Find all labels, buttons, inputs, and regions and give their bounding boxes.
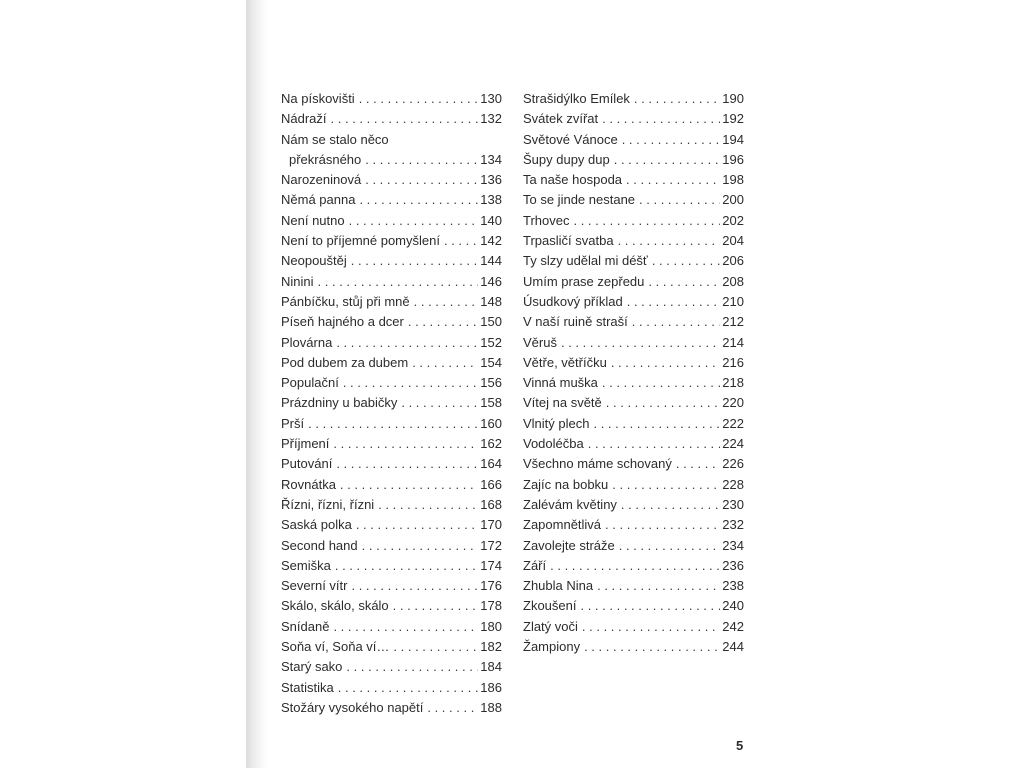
toc-dot-leader <box>676 454 720 474</box>
toc-entry <box>523 211 744 231</box>
toc-entry-title: Nádraží <box>281 111 327 127</box>
toc-entry <box>281 150 502 170</box>
toc-entry-title: Neopouštěj <box>281 253 347 269</box>
toc-entry-title: Prší <box>281 415 305 431</box>
toc-entry-page-number: 130 <box>480 91 502 106</box>
toc-entry-title: Šupy dupy dup <box>523 151 610 167</box>
toc-entry-page-number: 234 <box>722 537 744 553</box>
toc-entry-page-number: 144 <box>480 253 502 269</box>
toc-entry <box>281 414 502 434</box>
toc-entry-title: Úsudkový příklad <box>523 293 623 309</box>
toc-entry-title: V naší ruině straší <box>523 314 628 330</box>
toc-entry-page-number: 180 <box>480 618 502 634</box>
toc-dot-leader <box>335 556 478 576</box>
toc-entry-title: Zavolejte stráže <box>523 537 615 553</box>
toc-dot-leader <box>340 475 478 495</box>
toc-entry-title: Svátek zvířat <box>523 111 599 127</box>
toc-entry-title: Semiška <box>281 557 331 573</box>
toc-entry-page-number: 176 <box>480 578 502 594</box>
toc-entry-title: Prázdniny u babičky <box>281 395 398 411</box>
toc-dot-leader <box>343 373 478 393</box>
toc-entry <box>281 536 502 556</box>
toc-entry-page-number: 226 <box>722 456 744 472</box>
toc-entry-page-number: 172 <box>480 537 502 553</box>
toc-entry <box>281 353 502 373</box>
toc-dot-leader <box>359 190 478 210</box>
toc-entry-title: Skálo, skálo, skálo <box>281 598 389 614</box>
toc-entry-page-number: 184 <box>480 659 502 675</box>
toc-entry-title: Plovárna <box>281 334 333 350</box>
toc-entry <box>281 211 502 231</box>
toc-entry-page-number: 224 <box>722 436 744 452</box>
toc-entry-title: Píseň hajného a dcer <box>281 314 404 330</box>
toc-entry-page-number: 164 <box>480 456 502 472</box>
toc-entry-page-number: 216 <box>722 354 744 370</box>
toc-dot-leader <box>593 414 720 434</box>
toc-entry-title: Řízni, řízni, řízni <box>281 496 375 512</box>
toc-entry <box>281 454 502 474</box>
toc-entry-title: Vítej na světě <box>523 395 602 411</box>
toc-entry-page-number: 190 <box>722 91 744 106</box>
toc-entry <box>523 536 744 556</box>
toc-dot-leader <box>621 495 720 515</box>
toc-dot-leader <box>331 109 478 129</box>
toc-entry <box>281 272 502 292</box>
toc-entry-page-number: 138 <box>480 192 502 208</box>
toc-entry-page-number: 152 <box>480 334 502 350</box>
toc-dot-leader <box>338 678 478 698</box>
toc-entry <box>281 495 502 515</box>
toc-entry <box>523 89 744 109</box>
toc-entry <box>523 312 744 332</box>
toc-entry <box>281 333 502 353</box>
toc-entry <box>281 434 502 454</box>
toc-entry-page-number: 136 <box>480 172 502 188</box>
toc-dot-leader <box>318 272 478 292</box>
toc-dot-leader <box>622 130 720 150</box>
toc-dot-leader <box>351 576 478 596</box>
toc-entry-title: To se jinde nestane <box>523 192 636 208</box>
toc-entry <box>523 495 744 515</box>
toc-entry <box>281 312 502 332</box>
toc-entry <box>281 475 502 495</box>
toc-dot-leader <box>627 292 720 312</box>
toc-dot-leader <box>362 536 478 556</box>
toc-entry <box>523 596 744 616</box>
toc-entry-page-number: 186 <box>480 679 502 695</box>
toc-entry <box>523 434 744 454</box>
toc-entry <box>281 231 502 251</box>
toc-entry-title: Na pískovišti <box>281 91 355 106</box>
toc-entry-title: Všechno máme schovaný <box>523 456 672 472</box>
toc-entry <box>523 393 744 413</box>
toc-entry <box>281 637 502 657</box>
toc-dot-leader <box>582 617 720 637</box>
book-spine-shadow <box>246 0 268 768</box>
toc-entry-title: Zapomnětlivá <box>523 517 602 533</box>
toc-entry-page-number: 194 <box>722 131 744 147</box>
toc-entry-title: Stožáry vysokého napětí <box>281 699 424 715</box>
toc-dot-leader <box>444 231 478 251</box>
toc-entry-title: Starý sako <box>281 659 343 675</box>
toc-entry-title: Narozeninová <box>281 172 362 188</box>
toc-entry-title: Větře, větříčku <box>523 354 607 370</box>
toc-entry-page-number: 162 <box>480 436 502 452</box>
toc-entry-title-line: Nám se stalo něco <box>281 131 389 147</box>
toc-entry-page-number: 220 <box>722 395 744 411</box>
toc-entry-title: Ta naše hospoda <box>523 172 623 188</box>
toc-entry <box>281 617 502 637</box>
toc-entry-page-number: 212 <box>722 314 744 330</box>
toc-entry <box>523 556 744 576</box>
toc-entry-title: Severní vítr <box>281 578 348 594</box>
toc-entry <box>523 353 744 373</box>
toc-entry-page-number: 200 <box>722 192 744 208</box>
toc-entry-title: Umím prase zepředu <box>523 273 645 289</box>
toc-entry-page-number: 166 <box>480 476 502 492</box>
toc-entry <box>523 150 744 170</box>
toc-entry-title: Vinná muška <box>523 375 598 391</box>
toc-dot-leader <box>606 393 720 413</box>
toc-entry-title: Pánbíčku, stůj při mně <box>281 293 410 309</box>
toc-entry <box>281 698 502 718</box>
toc-dot-leader <box>634 89 720 109</box>
toc-dot-leader <box>427 698 478 718</box>
toc-entry-page-number: 188 <box>480 699 502 715</box>
toc-entry <box>281 556 502 576</box>
toc-entry-title: Snídaně <box>281 618 330 634</box>
toc-entry-page-number: 132 <box>480 111 502 127</box>
toc-entry-page-number: 196 <box>722 151 744 167</box>
toc-dot-leader <box>356 515 478 535</box>
toc-dot-leader <box>401 393 478 413</box>
toc-entry-title: Zajíc na bobku <box>523 476 609 492</box>
toc-dot-leader <box>393 596 478 616</box>
toc-entry-title: Pod dubem za dubem <box>281 354 409 370</box>
toc-dot-leader <box>359 89 478 109</box>
toc-entry-page-number: 148 <box>480 293 502 309</box>
toc-dot-leader <box>611 353 720 373</box>
toc-entry <box>523 170 744 190</box>
toc-entry-page-number: 214 <box>722 334 744 350</box>
toc-dot-leader <box>573 211 720 231</box>
toc-entry-page-number: 236 <box>722 557 744 573</box>
toc-entry-title: Němá panna <box>281 192 356 208</box>
toc-dot-leader <box>632 312 720 332</box>
toc-dot-leader <box>349 211 478 231</box>
toc-entry <box>281 393 502 413</box>
toc-entry <box>523 251 744 271</box>
toc-entry <box>523 292 744 312</box>
toc-entry-page-number: 156 <box>480 375 502 391</box>
toc-dot-leader <box>414 292 478 312</box>
toc-entry <box>523 576 744 596</box>
toc-entry-page-number: 202 <box>722 212 744 228</box>
toc-entry <box>523 130 744 150</box>
toc-entry-title: Vodoléčba <box>523 436 584 452</box>
toc-dot-leader <box>602 109 720 129</box>
toc-entry <box>523 333 744 353</box>
toc-entry-title: Příjmení <box>281 436 330 452</box>
toc-entry-page-number: 198 <box>722 172 744 188</box>
toc-entry-title: Zkoušení <box>523 598 577 614</box>
toc-dot-leader <box>605 515 720 535</box>
toc-entry-page-number: 170 <box>480 517 502 533</box>
toc-entry-page-number: 178 <box>480 598 502 614</box>
toc-entry <box>523 414 744 434</box>
toc-dot-leader <box>365 150 478 170</box>
toc-dot-leader <box>619 536 720 556</box>
toc-entry <box>281 596 502 616</box>
toc-entry <box>523 475 744 495</box>
toc-dot-leader <box>336 454 478 474</box>
toc-entry-page-number: 140 <box>480 212 502 228</box>
toc-entry-page-number: 160 <box>480 415 502 431</box>
toc-entry-page-number: 228 <box>722 476 744 492</box>
toc-entry <box>523 272 744 292</box>
toc-dot-leader <box>393 637 478 657</box>
toc-dot-leader <box>580 596 720 616</box>
toc-entry-page-number: 142 <box>480 233 502 249</box>
toc-entry-title: Není to příjemné pomyšlení <box>281 233 440 249</box>
toc-dot-leader <box>584 637 720 657</box>
toc-entry <box>281 657 502 677</box>
toc-entry-page-number: 218 <box>722 375 744 391</box>
toc-entry-title: Soňa ví, Soňa ví… <box>281 639 390 655</box>
toc-entry-title: Saská polka <box>281 517 352 533</box>
toc-entry-title: Populační <box>281 375 339 391</box>
toc-entry-page-number: 210 <box>722 293 744 309</box>
toc-entry <box>523 231 744 251</box>
toc-entry-title: Věruš <box>523 334 557 350</box>
toc-entry-title: překrásného <box>289 151 362 167</box>
toc-entry-page-number: 192 <box>722 111 744 127</box>
page-number: 5 <box>736 738 744 753</box>
toc-entry-page-number: 208 <box>722 273 744 289</box>
toc-dot-leader <box>346 657 478 677</box>
toc-entry <box>281 89 502 109</box>
toc-dot-leader <box>333 434 478 454</box>
toc-dot-leader <box>412 353 478 373</box>
toc-entry <box>281 515 502 535</box>
toc-dot-leader <box>597 576 720 596</box>
toc-entry-page-number: 222 <box>722 415 744 431</box>
toc-dot-leader <box>626 170 720 190</box>
toc-dot-leader <box>602 373 720 393</box>
toc-entry-page-number: 244 <box>722 639 744 655</box>
toc-entry-title: Statistika <box>281 679 334 695</box>
toc-dot-leader <box>333 617 478 637</box>
toc-entry-title: Zhubla Nina <box>523 578 594 594</box>
toc-entry-title: Žampiony <box>523 639 581 655</box>
toc-entry-title: Putování <box>281 456 333 472</box>
toc-dot-leader <box>618 231 720 251</box>
toc-dot-leader <box>408 312 478 332</box>
toc-dot-leader <box>550 556 720 576</box>
toc-entry <box>281 576 502 596</box>
toc-entry-title: Není nutno <box>281 212 345 228</box>
toc-entry-title: Strašidýlko Emílek <box>523 91 630 106</box>
toc-dot-leader <box>614 150 720 170</box>
toc-entry-title: Září <box>523 557 547 573</box>
toc-entry <box>523 515 744 535</box>
toc-entry-title: Trpasličí svatba <box>523 233 614 249</box>
toc-dot-leader <box>378 495 478 515</box>
toc-entry-page-number: 150 <box>480 314 502 330</box>
toc-entry-page-number: 242 <box>722 618 744 634</box>
toc-entry <box>281 678 502 698</box>
toc-entry-page-number: 204 <box>722 233 744 249</box>
toc-entry <box>281 170 502 190</box>
toc-dot-leader <box>561 333 720 353</box>
toc-column-left <box>281 89 502 718</box>
toc-entry-page-number: 206 <box>722 253 744 269</box>
toc-entry-page-number: 134 <box>480 151 502 167</box>
toc-dot-leader <box>308 414 478 434</box>
toc-dot-leader <box>648 272 720 292</box>
toc-dot-leader <box>639 190 720 210</box>
toc-dot-leader <box>351 251 478 271</box>
toc-entry <box>523 637 744 657</box>
toc-column-right <box>523 89 744 657</box>
toc-entry <box>523 454 744 474</box>
toc-entry <box>523 190 744 210</box>
toc-entry-page-number: 240 <box>722 598 744 614</box>
toc-entry-page-number: 154 <box>480 354 502 370</box>
toc-entry <box>281 109 502 129</box>
toc-entry-page-number: 146 <box>480 273 502 289</box>
toc-entry-title: Rovnátka <box>281 476 336 492</box>
toc-entry-page-number: 182 <box>480 639 502 655</box>
toc-entry-title: Zlatý voči <box>523 618 578 634</box>
toc-entry-title: Second hand <box>281 537 358 553</box>
toc-entry-title: Vlnitý plech <box>523 415 590 431</box>
toc-entry-page-number: 168 <box>480 496 502 512</box>
toc-entry-page-number: 230 <box>722 496 744 512</box>
toc-dot-leader <box>612 475 720 495</box>
toc-dot-leader <box>652 251 720 271</box>
toc-entry-page-number: 238 <box>722 578 744 594</box>
toc-dot-leader <box>588 434 720 454</box>
toc-entry-page-number: 232 <box>722 517 744 533</box>
toc-entry-title: Ty slzy udělal mi déšť <box>523 253 648 269</box>
toc-entry-title: Trhovec <box>523 212 570 228</box>
toc-entry <box>281 251 502 271</box>
toc-entry <box>281 292 502 312</box>
toc-entry-page-number: 158 <box>480 395 502 411</box>
toc-dot-leader <box>336 333 478 353</box>
toc-entry-title: Ninini <box>281 273 314 289</box>
toc-dot-leader <box>365 170 478 190</box>
toc-entry-title: Světové Vánoce <box>523 131 618 147</box>
toc-entry <box>523 617 744 637</box>
toc-entry <box>281 373 502 393</box>
toc-entry <box>523 373 744 393</box>
toc-entry-page-number: 174 <box>480 557 502 573</box>
toc-entry <box>523 109 744 129</box>
toc-entry-title: Zalévám květiny <box>523 496 617 512</box>
toc-entry <box>281 190 502 210</box>
